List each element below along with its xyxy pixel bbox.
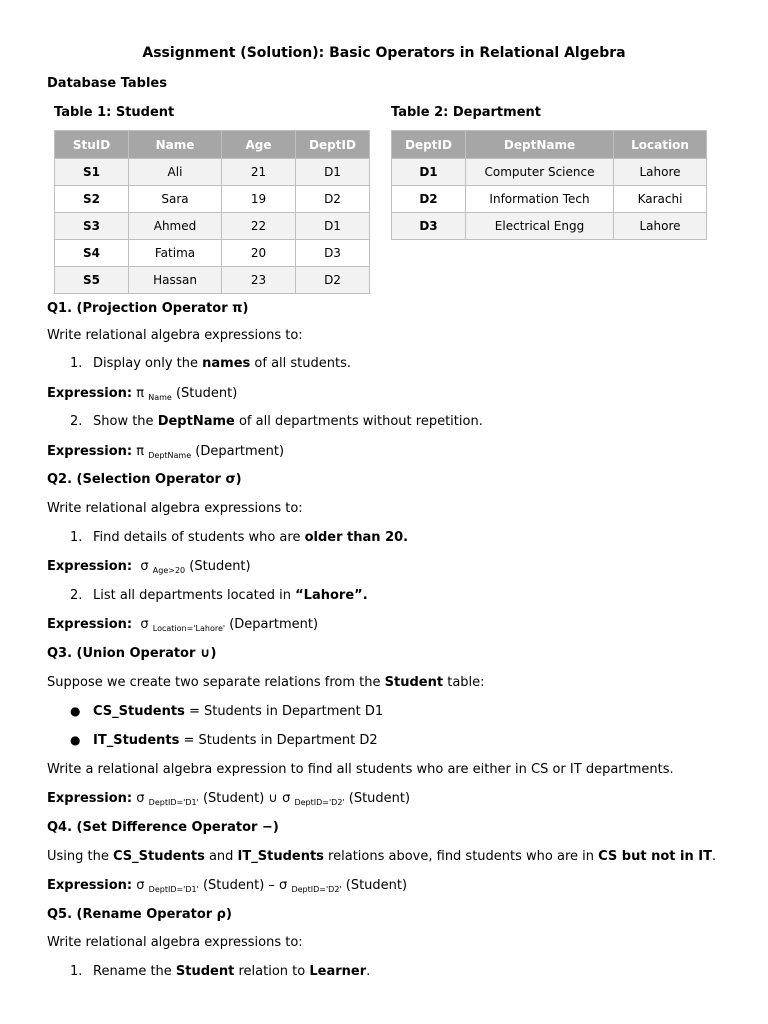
text: of all students. — [250, 356, 352, 371]
emphasis: names — [202, 356, 251, 371]
text: Find details of students who are — [93, 530, 305, 545]
q3-expression — [47, 791, 410, 806]
table-row — [55, 186, 370, 213]
operator: σ — [140, 617, 149, 632]
text: (Student) ∪ σ — [202, 791, 291, 806]
q1-expression-1 — [47, 386, 237, 401]
table-cell: Hassan — [129, 267, 222, 294]
table-row — [55, 159, 370, 186]
subscript: Name — [148, 393, 172, 402]
table-cell: S5 — [55, 267, 129, 294]
text: Suppose we create two separate relations from the — [47, 675, 385, 690]
table-cell: 23 — [222, 267, 296, 294]
table-cell: Ali — [129, 159, 222, 186]
expression-label: Expression: — [47, 878, 133, 893]
column-header: StuID — [55, 131, 129, 159]
expression-label: Expression: — [47, 559, 133, 574]
emphasis: IT_Students — [237, 849, 324, 864]
subscript: DeptName — [148, 451, 192, 460]
table-cell: D3 — [296, 240, 370, 267]
emphasis: DeptName — [157, 414, 235, 429]
text: (Student) – σ — [202, 878, 288, 893]
operator: σ — [136, 878, 145, 893]
subscript: DeptID='D2' — [294, 798, 345, 807]
emphasis: Student — [384, 675, 444, 690]
text: Using the — [47, 849, 113, 864]
emphasis: CS_Students — [113, 849, 205, 864]
table-row — [55, 267, 370, 294]
table2-caption: Table 2: Department — [391, 105, 541, 120]
operator: σ — [140, 559, 149, 574]
operator: σ — [136, 791, 145, 806]
text: (Student) — [348, 791, 411, 806]
subscript: DeptID='D1' — [148, 798, 199, 807]
table-cell: S3 — [55, 213, 129, 240]
table-cell: Lahore — [614, 159, 707, 186]
q2-heading: Q2. (Selection Operator σ) — [47, 472, 242, 487]
table-cell: D1 — [392, 159, 466, 186]
q4-expression — [47, 878, 407, 893]
table-cell: S2 — [55, 186, 129, 213]
table-cell: Fatima — [129, 240, 222, 267]
text: . — [366, 964, 371, 979]
list-number: 1. — [70, 964, 83, 979]
text: and — [204, 849, 238, 864]
table1-caption: Table 1: Student — [54, 105, 175, 120]
list-number: 1. — [70, 356, 83, 371]
text: . — [711, 849, 717, 864]
table-cell: 20 — [222, 240, 296, 267]
expression-label: Expression: — [47, 444, 133, 459]
text: table: — [443, 675, 485, 690]
operator: π — [136, 444, 145, 459]
q1-heading: Q1. (Projection Operator π) — [47, 301, 249, 316]
q2-expression-2 — [47, 617, 318, 632]
table-cell: Computer Science — [466, 159, 614, 186]
column-header: DeptID — [392, 131, 466, 159]
expression-label: Expression: — [47, 386, 133, 401]
database-tables-heading: Database Tables — [47, 76, 167, 91]
emphasis: “Lahore”. — [295, 588, 368, 603]
column-header: Location — [614, 131, 707, 159]
table-cell: Electrical Engg — [466, 213, 614, 240]
table-row — [55, 240, 370, 267]
column-header: Name — [129, 131, 222, 159]
emphasis: CS but not in IT — [598, 849, 712, 864]
table-cell: D3 — [392, 213, 466, 240]
text: relation to — [234, 964, 310, 979]
table-cell: Information Tech — [466, 186, 614, 213]
subscript: DeptID='D1' — [148, 885, 199, 894]
q2-intro: Write relational algebra expressions to: — [47, 501, 303, 516]
table-cell: 19 — [222, 186, 296, 213]
q2-expression-1 — [47, 559, 251, 574]
table-cell: Lahore — [614, 213, 707, 240]
text: List all departments located in — [93, 588, 296, 603]
column-header: Age — [222, 131, 296, 159]
column-header: DeptID — [296, 131, 370, 159]
q3-bullet-1 — [93, 704, 383, 719]
table-cell: S4 — [55, 240, 129, 267]
q1-item-1 — [93, 356, 351, 371]
bullet-icon: ● — [70, 733, 81, 747]
q2-item-2 — [93, 588, 368, 603]
q1-expression-2 — [47, 444, 284, 459]
q5-intro: Write relational algebra expressions to: — [47, 935, 303, 950]
text: relations above, find students who are in — [323, 849, 599, 864]
q2-item-1 — [93, 530, 408, 545]
text: (Student) — [175, 386, 238, 401]
text: = Students in Department D2 — [179, 733, 378, 748]
table-cell: D2 — [296, 186, 370, 213]
q3-intro — [47, 675, 485, 690]
bullet-icon: ● — [70, 704, 81, 718]
table-cell: 21 — [222, 159, 296, 186]
q5-item-1 — [93, 964, 370, 979]
table-cell: D1 — [296, 159, 370, 186]
student-table — [54, 130, 370, 294]
table-cell: 22 — [222, 213, 296, 240]
page-title: Assignment (Solution): Basic Operators in Relational Algebra — [142, 45, 626, 61]
text: of all departments without repetition. — [234, 414, 483, 429]
emphasis: Learner — [309, 964, 367, 979]
text: = Students in Department D1 — [184, 704, 384, 719]
text: (Department) — [229, 617, 319, 632]
q4-text — [47, 849, 716, 864]
list-number: 2. — [70, 414, 83, 429]
expression-label: Expression: — [47, 791, 133, 806]
list-number: 1. — [70, 530, 83, 545]
q3-heading: Q3. (Union Operator ∪) — [47, 646, 217, 661]
emphasis: Student — [175, 964, 235, 979]
student-table-header — [55, 131, 370, 159]
table-row — [55, 213, 370, 240]
expression-label: Expression: — [47, 617, 133, 632]
q3-task: Write a relational algebra expression to find all students who are either in CS or IT departments. — [47, 762, 674, 777]
q1-intro: Write relational algebra expressions to: — [47, 328, 303, 343]
subscript: DeptID='D2' — [291, 885, 342, 894]
table-cell: D2 — [392, 186, 466, 213]
table-row — [392, 186, 707, 213]
table-cell: S1 — [55, 159, 129, 186]
q3-bullet-2 — [93, 733, 378, 748]
department-table-header — [392, 131, 707, 159]
text: Show the — [93, 414, 158, 429]
subscript: Age>20 — [152, 566, 186, 575]
table-cell: Ahmed — [129, 213, 222, 240]
text: Display only the — [93, 356, 203, 371]
list-number: 2. — [70, 588, 83, 603]
table-cell: Sara — [129, 186, 222, 213]
emphasis: older than 20. — [304, 530, 409, 545]
emphasis: IT_Students — [93, 733, 180, 748]
table-cell: Karachi — [614, 186, 707, 213]
q4-heading: Q4. (Set Difference Operator −) — [47, 820, 279, 835]
department-table — [391, 130, 707, 240]
column-header: DeptName — [466, 131, 614, 159]
table-cell: D1 — [296, 213, 370, 240]
text: (Student) — [189, 559, 251, 574]
text: (Department) — [195, 444, 285, 459]
operator: π — [136, 386, 145, 401]
table-cell: D2 — [296, 267, 370, 294]
q5-heading: Q5. (Rename Operator ρ) — [47, 907, 232, 922]
table-row — [392, 213, 707, 240]
emphasis: CS_Students — [93, 704, 185, 719]
text: (Student) — [345, 878, 408, 893]
text: Rename the — [93, 964, 176, 979]
q1-item-2 — [93, 414, 483, 429]
subscript: Location='Lahore' — [152, 624, 226, 633]
table-row — [392, 159, 707, 186]
